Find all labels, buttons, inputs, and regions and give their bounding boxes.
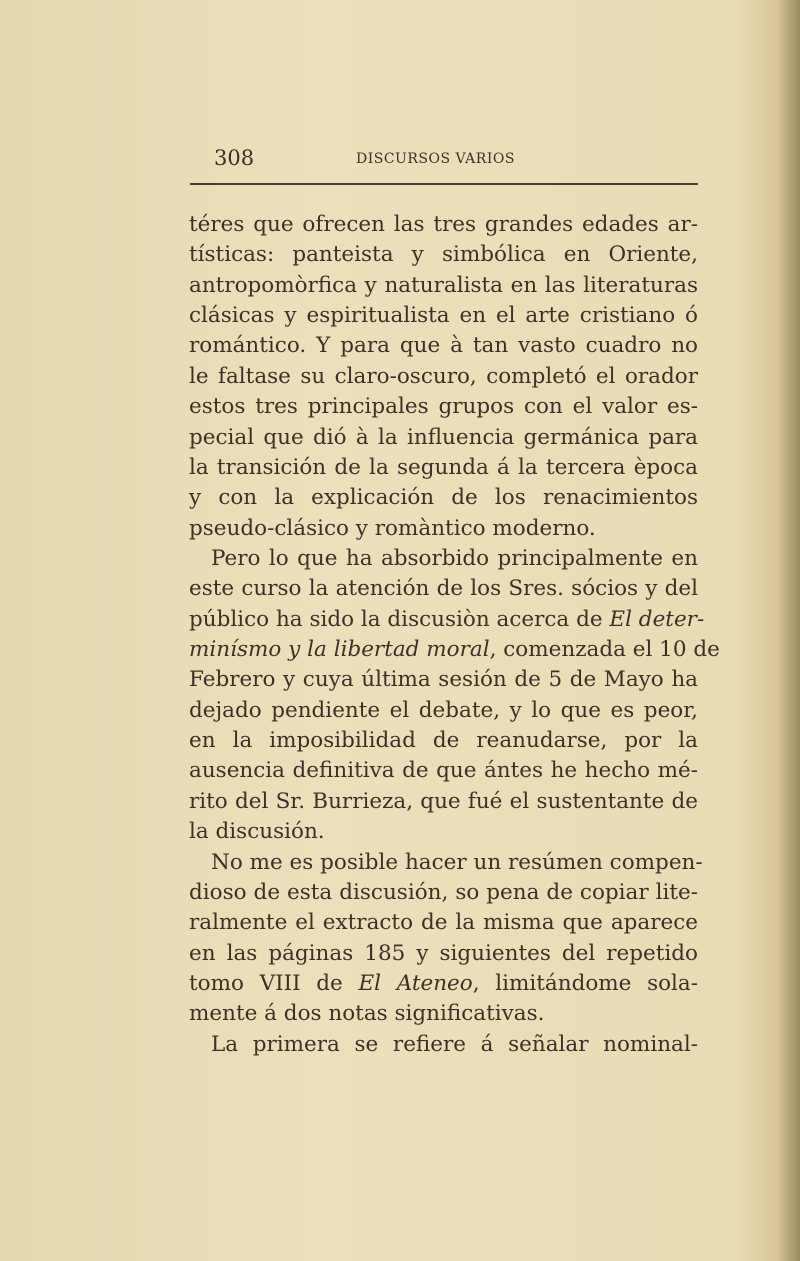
text-segment: la discusión. xyxy=(189,819,325,845)
page-number: 308 xyxy=(214,146,255,170)
italic-title: El Ateneo xyxy=(358,970,473,996)
text-segment: la transición de la segunda á la tercera època xyxy=(189,454,698,480)
text-line xyxy=(189,392,698,422)
text-line xyxy=(189,331,698,361)
text-segment: dejado pendiente el debate, y lo que es peor, xyxy=(189,697,698,723)
text-line xyxy=(189,665,698,695)
text-line xyxy=(189,574,698,604)
text-segment: dioso de esta discusión, so pena de copiar lite- xyxy=(189,879,698,905)
text-line xyxy=(189,787,698,817)
text-line xyxy=(189,939,698,969)
text-segment: romántico. Y para que à tan vasto cuadro no xyxy=(189,333,698,359)
text-segment: No me es posible hacer un resúmen compen- xyxy=(211,849,703,875)
text-line xyxy=(189,301,698,331)
text-segment: rito del Sr. Burrieza, que fué el sustentante de xyxy=(189,788,698,814)
text-segment: tísticas: panteista y simbólica en Oriente, xyxy=(189,242,698,268)
text-segment: en la imposibilidad de reanudarse, por la xyxy=(189,728,698,754)
text-line xyxy=(189,969,698,999)
text-line xyxy=(189,999,698,1029)
text-line xyxy=(189,756,698,786)
text-segment: estos tres principales grupos con el valor es- xyxy=(189,394,698,420)
text-segment: La primera se refiere á señalar nominal- xyxy=(211,1031,698,1057)
header-rule xyxy=(190,183,698,185)
text-segment: ralmente el extracto de la misma que aparece xyxy=(189,910,698,936)
text-line xyxy=(189,514,698,544)
text-line xyxy=(189,696,698,726)
text-line xyxy=(189,271,698,301)
text-line xyxy=(189,908,698,938)
text-line xyxy=(189,362,698,392)
text-line xyxy=(189,1030,698,1060)
text-line xyxy=(189,878,698,908)
text-segment: téres que ofrecen las tres grandes edades ar- xyxy=(189,212,698,237)
text-segment: mente á dos notas significativas. xyxy=(189,1001,545,1027)
text-segment: Pero lo que ha absorbido principalmente en xyxy=(211,545,698,571)
running-title: DISCURSOS VARIOS xyxy=(356,151,515,167)
text-line xyxy=(189,726,698,756)
text-line xyxy=(189,240,698,270)
body-text xyxy=(189,210,720,1060)
text-line xyxy=(189,605,705,635)
text-line xyxy=(189,423,698,453)
text-segment: público ha sido la discusiòn acerca de xyxy=(189,606,610,632)
text-segment: este curso la atención de los Sres. sócios y del xyxy=(189,576,698,602)
text-segment: clásicas y espiritualista en el arte cristiano ó xyxy=(189,303,698,329)
text-segment: pecial que dió à la influencia germánica para xyxy=(189,424,698,450)
text-segment: pseudo-clásico y romàntico moderno. xyxy=(189,515,596,541)
text-line xyxy=(189,483,698,513)
text-segment: , limitándome sola- xyxy=(472,970,698,996)
text-line xyxy=(189,635,720,665)
italic-title: El deter- xyxy=(609,606,705,632)
text-segment: tomo VIII de xyxy=(189,970,359,996)
text-line xyxy=(189,817,698,847)
text-line xyxy=(189,848,703,878)
text-line xyxy=(189,453,698,483)
text-segment: antropomòrfica y naturalista en las literaturas xyxy=(189,272,698,298)
text-line xyxy=(189,544,698,574)
text-segment: Febrero y cuya última sesión de 5 de Mayo ha xyxy=(189,667,698,693)
text-segment: ausencia definitiva de que ántes he hecho mé- xyxy=(189,758,698,784)
text-segment: , comenzada el 10 de xyxy=(489,637,720,663)
italic-title: minísmo y la libertad moral xyxy=(189,637,490,663)
text-segment: en las páginas 185 y siguientes del repetido xyxy=(189,940,698,966)
text-segment: le faltase su claro-oscuro, completó el orador xyxy=(189,363,698,389)
text-segment: y con la explicación de los renacimientos xyxy=(189,485,698,511)
text-line xyxy=(189,210,698,240)
